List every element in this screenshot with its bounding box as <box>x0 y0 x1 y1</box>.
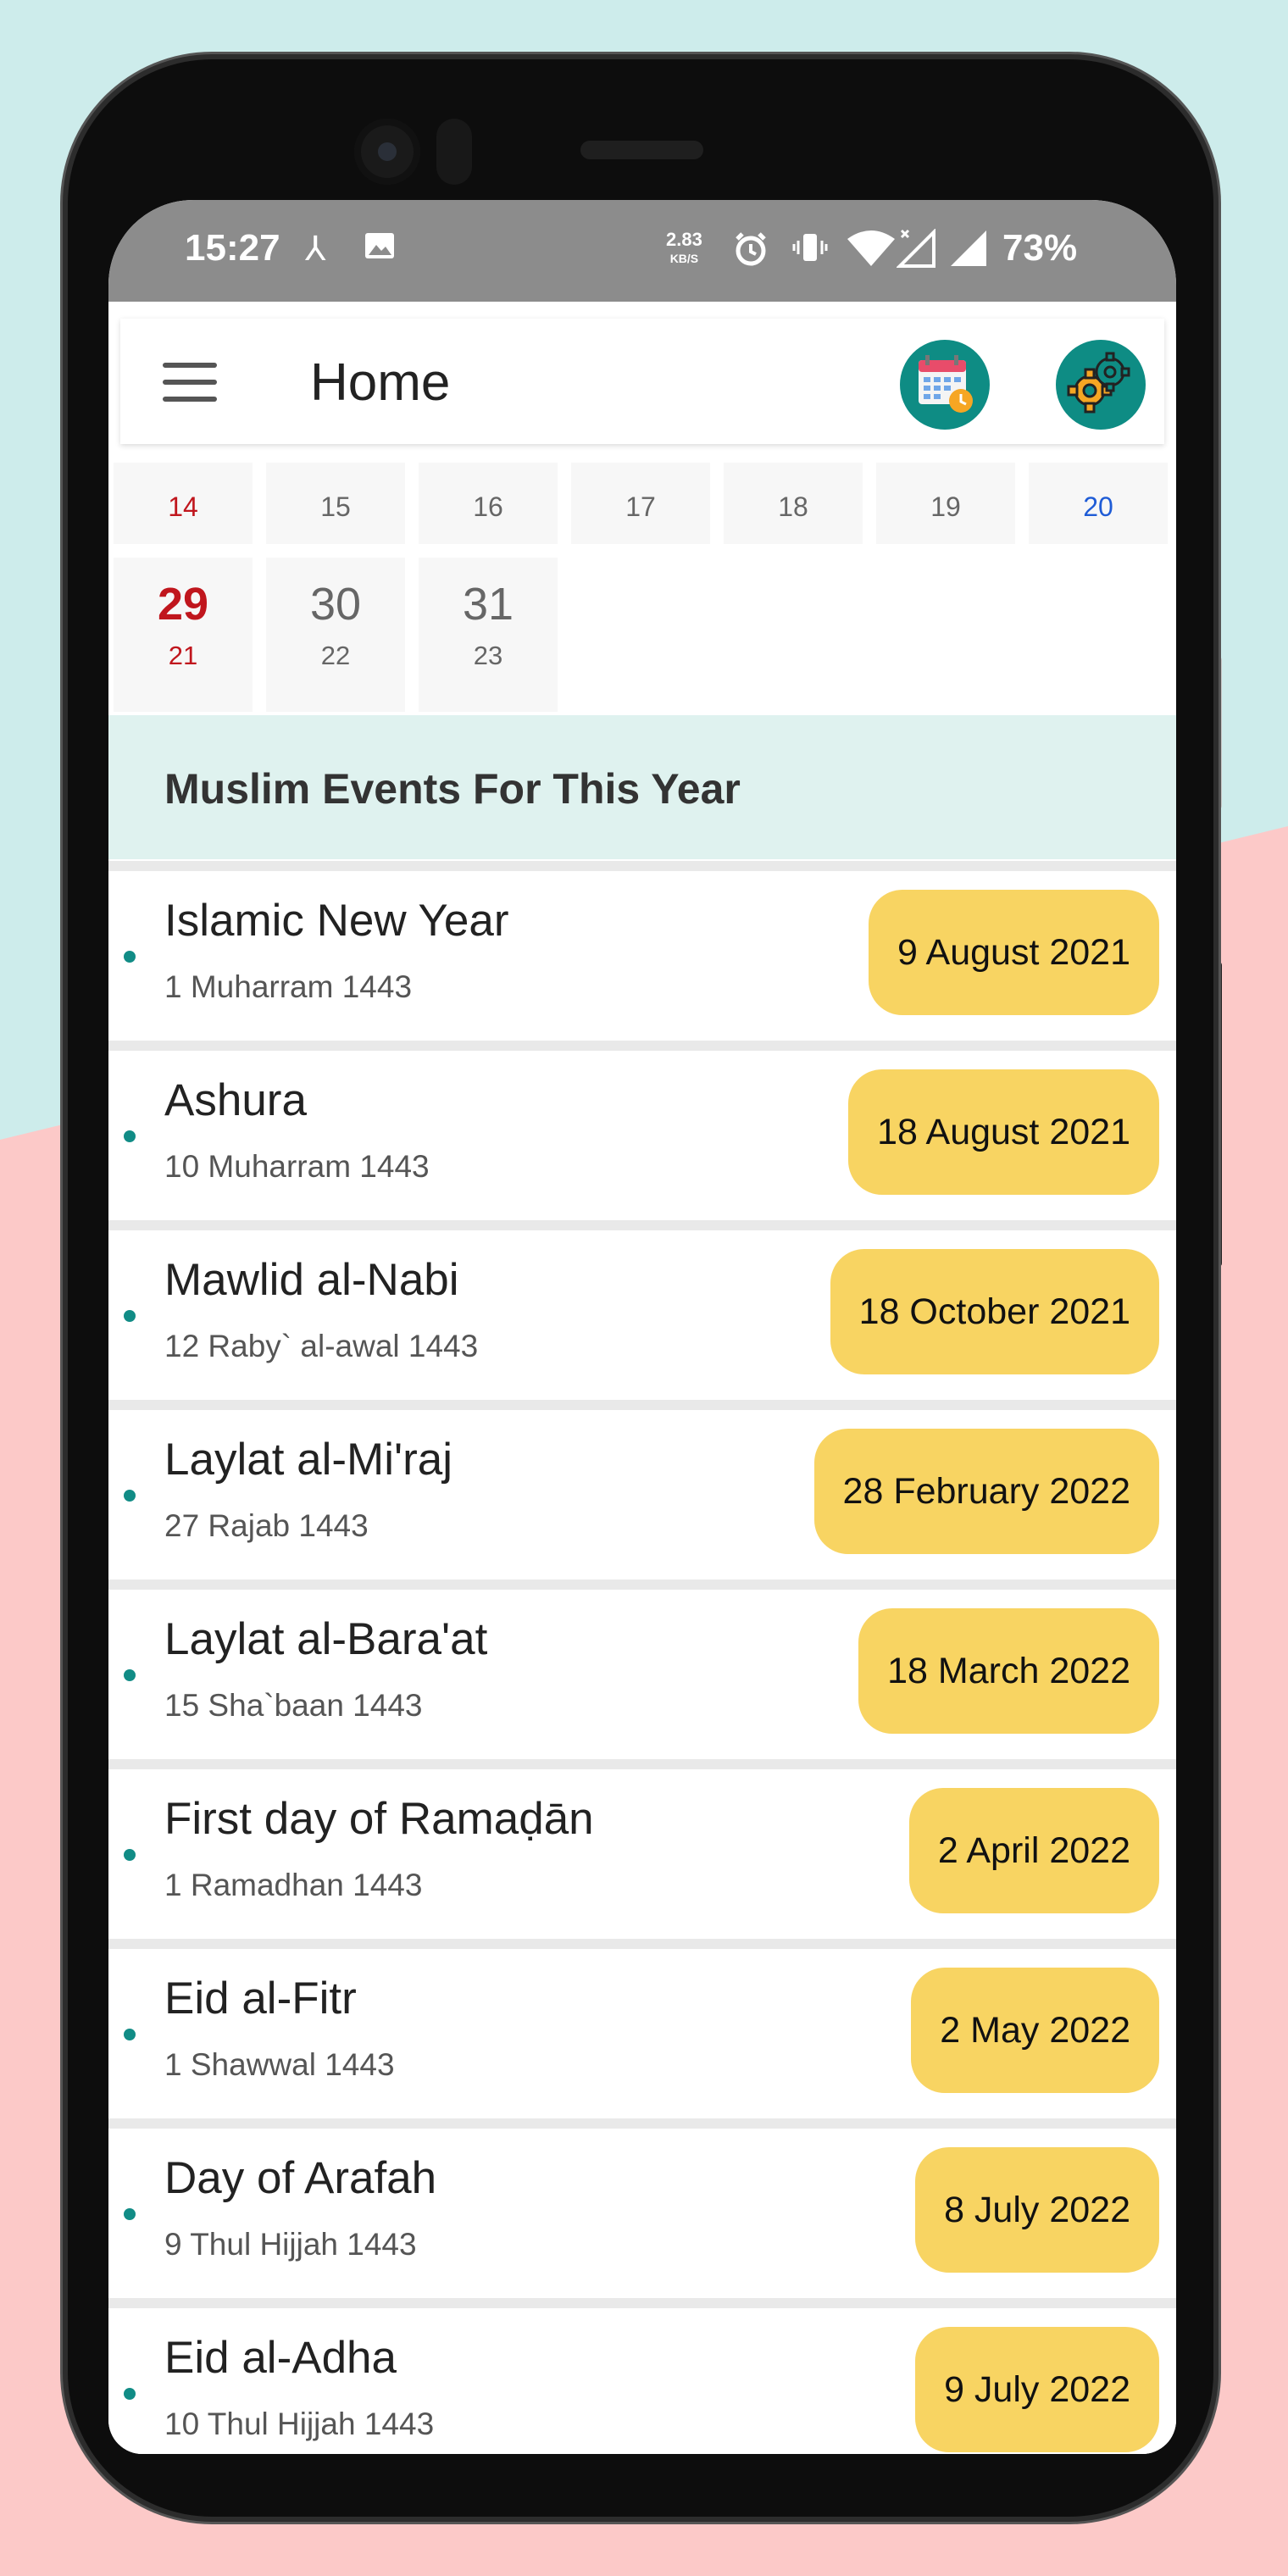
front-camera <box>354 119 420 185</box>
event-item[interactable] <box>108 2118 1176 2298</box>
network-speed-unit: KB/S <box>669 252 699 265</box>
calendar-day-number: 15 <box>320 491 351 522</box>
signal-no-service-icon <box>897 229 937 277</box>
calendar-day[interactable] <box>419 558 558 712</box>
screen <box>108 200 1176 2454</box>
events-section-title: Muslim Events For This Year <box>164 765 741 813</box>
calendar-day[interactable] <box>724 463 863 544</box>
calendar-day[interactable] <box>266 463 405 544</box>
event-hijri-date: 1 Shawwal 1443 <box>164 2047 395 2082</box>
vibrate-icon <box>791 229 829 275</box>
calendar-day-number: 18 <box>778 491 808 522</box>
app-notification-icon: ⅄ <box>305 230 326 268</box>
event-hijri-date: 1 Ramadhan 1443 <box>164 1868 423 1902</box>
bullet-dot <box>124 2388 136 2400</box>
network-speed-value: 2.83 <box>666 229 702 250</box>
event-name: Eid al-Adha <box>164 2333 397 2383</box>
calendar-day[interactable] <box>876 463 1015 544</box>
event-item[interactable] <box>108 1579 1176 1759</box>
bullet-dot <box>124 1669 136 1681</box>
bullet-dot <box>124 951 136 963</box>
earpiece-speaker <box>580 141 703 159</box>
bullet-dot <box>124 2029 136 2040</box>
calendar-clock-icon <box>900 340 990 430</box>
image-notification-icon <box>363 229 397 272</box>
event-hijri-date: 15 Sha`baan 1443 <box>164 1688 423 1723</box>
page-title: Home <box>310 353 451 412</box>
event-date-badge: 9 August 2021 <box>869 890 1159 1015</box>
event-item[interactable] <box>108 1220 1176 1400</box>
calendar-day-today[interactable] <box>114 558 253 712</box>
event-item[interactable] <box>108 1939 1176 2118</box>
event-hijri-date: 10 Thul Hijjah 1443 <box>164 2407 435 2441</box>
status-bar <box>108 200 1176 302</box>
bullet-dot <box>124 1130 136 1142</box>
gregorian-day: 31 <box>462 579 514 630</box>
event-date-badge: 18 March 2022 <box>858 1608 1159 1734</box>
hijri-day: 23 <box>473 641 503 670</box>
calendar-day-number: 16 <box>473 491 503 522</box>
gear-icon <box>1056 340 1146 430</box>
gregorian-day: 30 <box>309 579 362 630</box>
calendar-day[interactable] <box>266 558 405 712</box>
status-time: 15:27 <box>185 227 280 269</box>
event-item[interactable] <box>108 861 1176 1041</box>
calendar-day[interactable] <box>1029 463 1168 544</box>
network-speed <box>666 230 702 268</box>
app-bar <box>120 319 1164 444</box>
calendar-day-number: 17 <box>625 491 656 522</box>
hijri-day: 21 <box>168 641 198 670</box>
event-date-badge: 2 May 2022 <box>911 1968 1159 2093</box>
event-date-badge: 18 October 2021 <box>830 1249 1159 1374</box>
gregorian-day: 29 <box>157 579 209 630</box>
event-hijri-date: 1 Muharram 1443 <box>164 969 413 1004</box>
hijri-day: 22 <box>320 641 351 670</box>
event-hijri-date: 27 Rajab 1443 <box>164 1508 369 1543</box>
alarm-icon <box>730 229 771 279</box>
event-hijri-date: 9 Thul Hijjah 1443 <box>164 2227 417 2262</box>
event-item[interactable] <box>108 1400 1176 1579</box>
bullet-dot <box>124 2208 136 2220</box>
calendar-day-number: 19 <box>930 491 961 522</box>
bullet-dot <box>124 1849 136 1861</box>
event-date-badge: 2 April 2022 <box>909 1788 1159 1913</box>
event-date-badge: 28 February 2022 <box>814 1429 1159 1554</box>
event-item[interactable] <box>108 1041 1176 1220</box>
hamburger-menu-icon[interactable] <box>163 363 217 402</box>
bullet-dot <box>124 1490 136 1502</box>
event-item[interactable] <box>108 1759 1176 1939</box>
event-name: Laylat al-Bara'at <box>164 1614 488 1664</box>
calendar-day-number: 20 <box>1083 491 1113 522</box>
event-name: Eid al-Fitr <box>164 1974 357 2024</box>
event-hijri-date: 10 Muharram 1443 <box>164 1149 430 1184</box>
event-date-badge: 18 August 2021 <box>848 1069 1159 1195</box>
event-name: Islamic New Year <box>164 896 509 946</box>
event-date-badge: 9 July 2022 <box>915 2327 1159 2452</box>
event-name: First day of Ramaḍān <box>164 1794 594 1844</box>
event-name: Ashura <box>164 1075 307 1125</box>
signal-icon <box>947 229 990 277</box>
event-date-badge: 8 July 2022 <box>915 2147 1159 2273</box>
battery-percent: 73% <box>1002 227 1078 269</box>
event-name: Laylat al-Mi'raj <box>164 1435 452 1485</box>
settings-button[interactable] <box>1056 340 1146 430</box>
events-section-header <box>108 715 1176 859</box>
event-name: Day of Arafah <box>164 2153 437 2203</box>
calendar-day[interactable] <box>114 463 253 544</box>
calendar-day[interactable] <box>419 463 558 544</box>
calendar-day[interactable] <box>571 463 710 544</box>
calendar-day-number: 14 <box>168 491 198 522</box>
bullet-dot <box>124 1310 136 1322</box>
wifi-icon <box>846 229 897 277</box>
proximity-sensor <box>436 119 472 185</box>
calendar-button[interactable] <box>900 340 990 430</box>
event-hijri-date: 12 Raby` al-awal 1443 <box>164 1329 479 1363</box>
event-name: Mawlid al-Nabi <box>164 1255 459 1305</box>
event-item[interactable] <box>108 2298 1176 2454</box>
